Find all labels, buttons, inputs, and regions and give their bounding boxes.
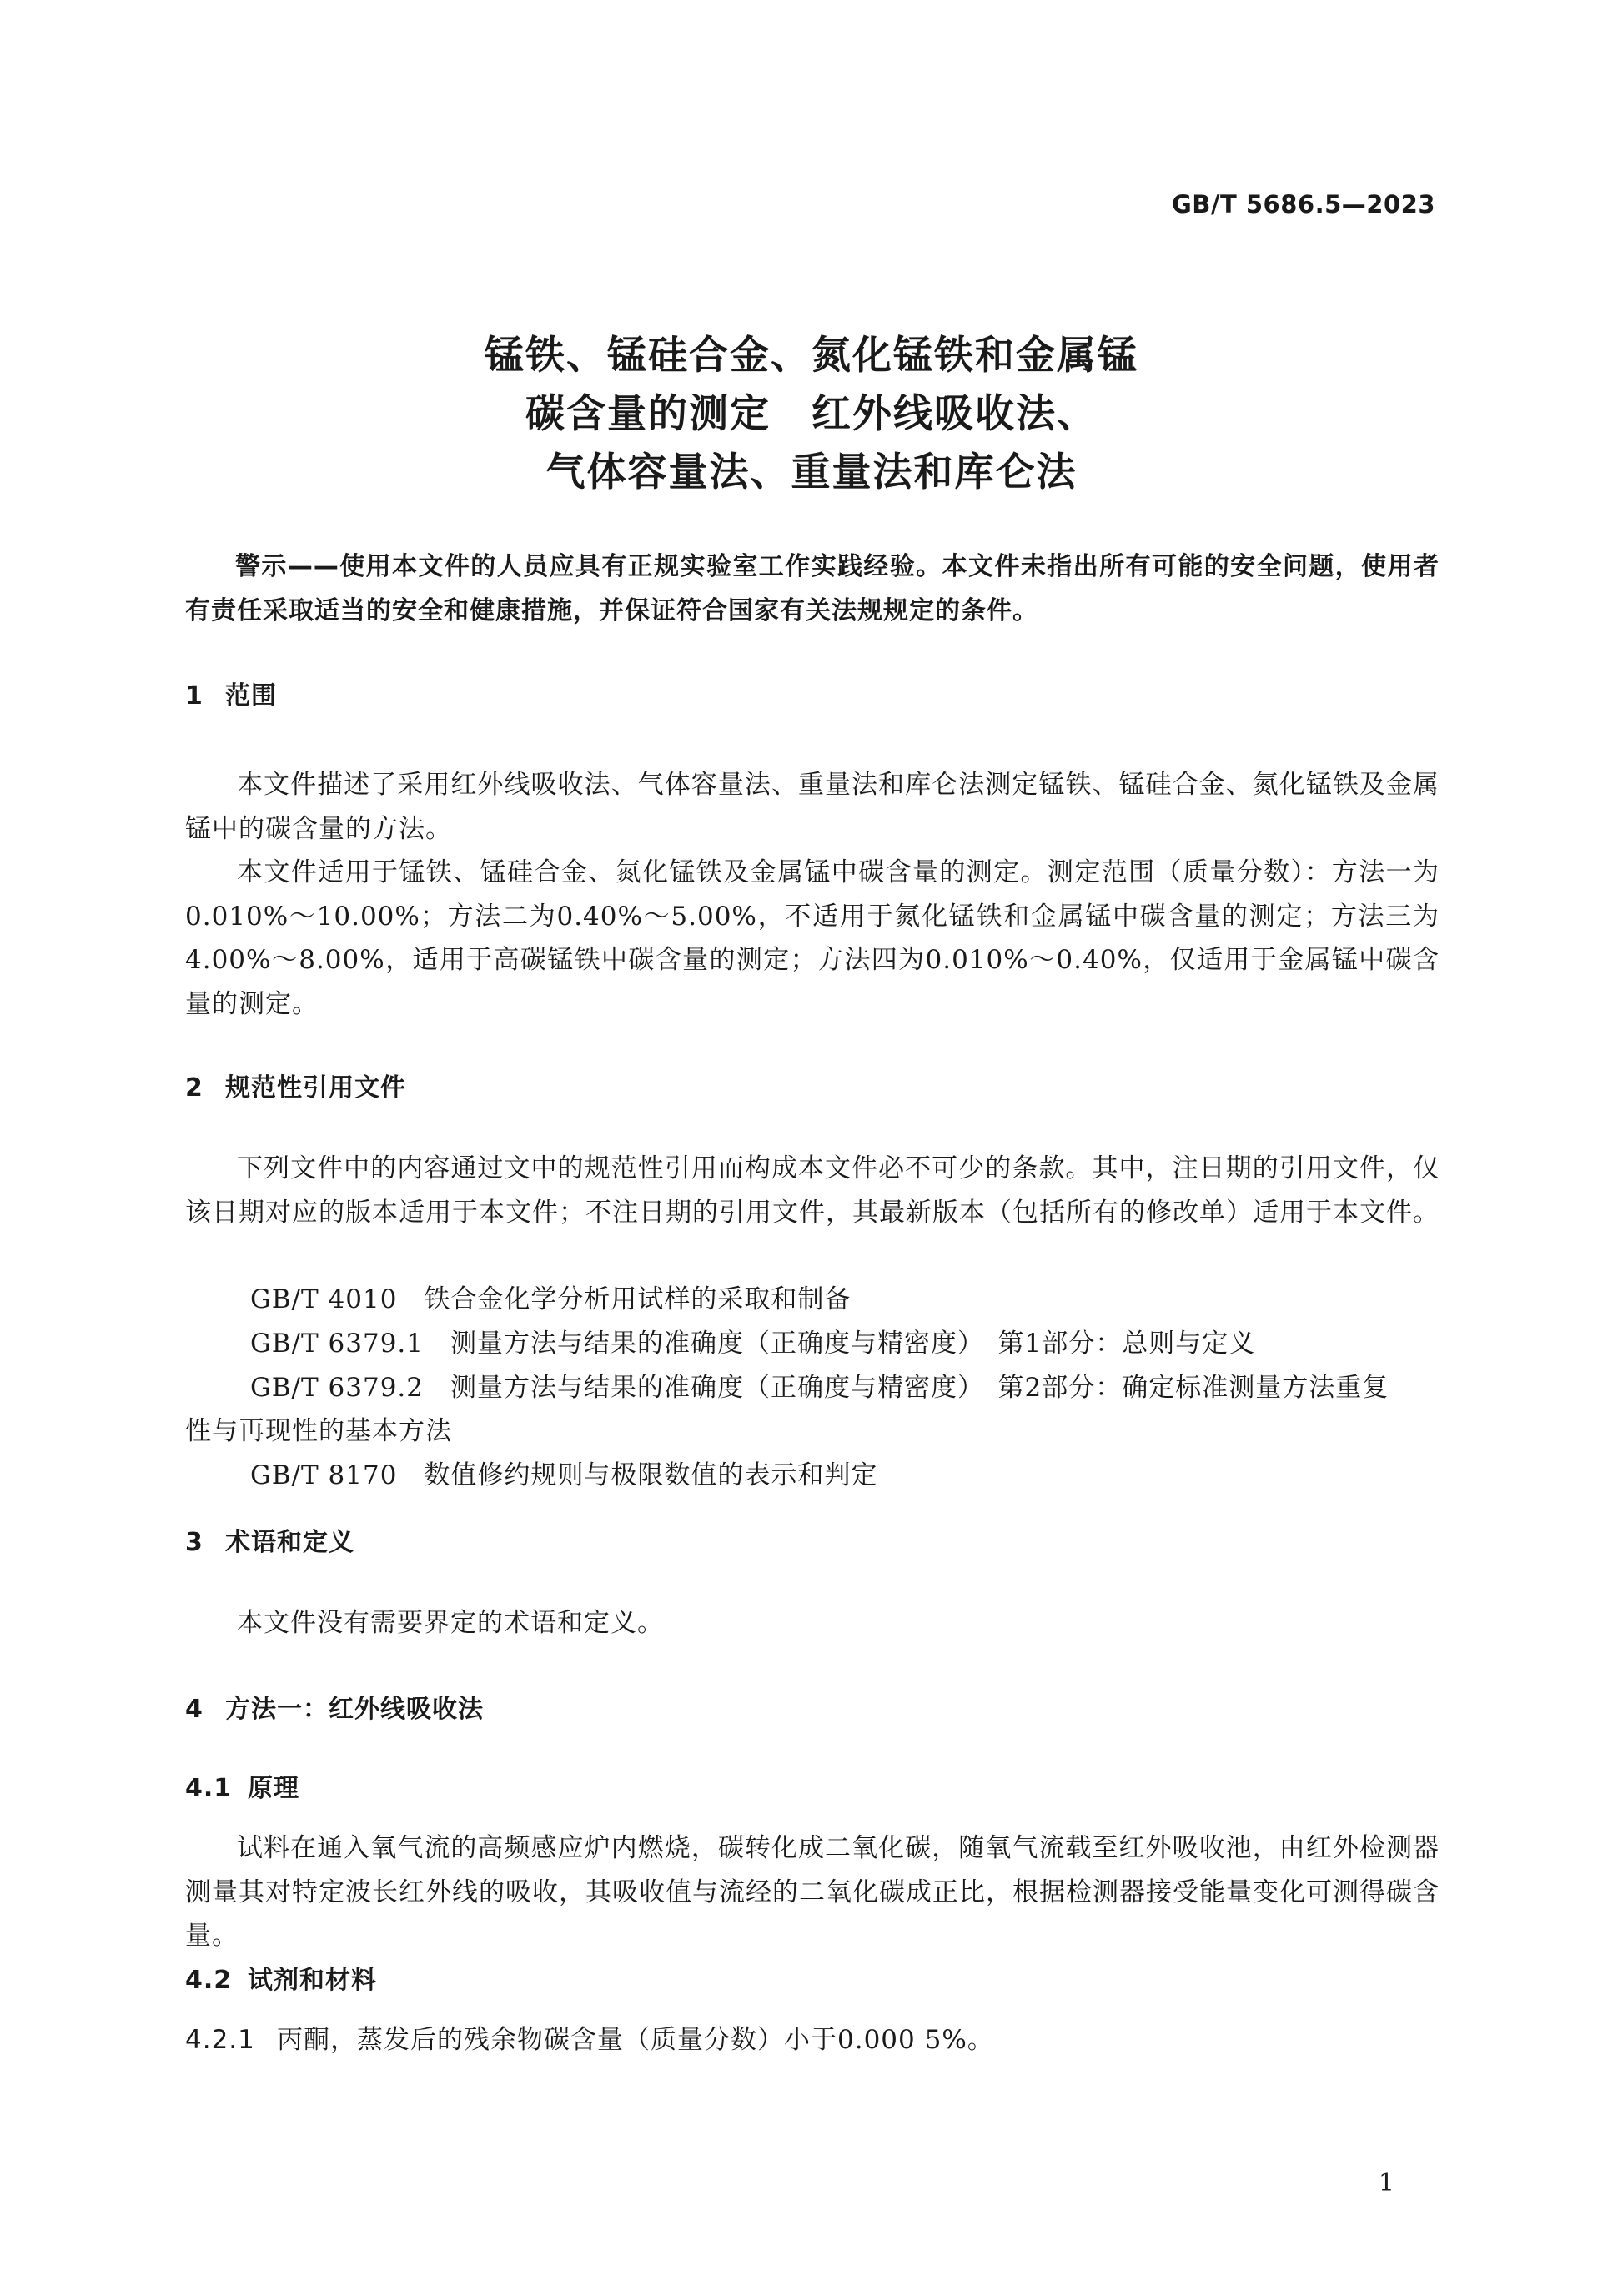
reference-item: [250, 1454, 877, 1498]
section-number: 4.2: [185, 1966, 233, 1995]
title-line-2: 碳含量的测定 红外线吸收法、: [525, 391, 1098, 437]
reference-item: [250, 1322, 1255, 1366]
section-4-1-heading: [185, 1772, 299, 1806]
scope-paragraph-2: 本文件适用于锰铁、锰硅合金、氮化锰铁及金属锰中碳含量的测定。测定范围（质量分数）：方法一为0.010%～10.00%；方法二为0.40%～5.00%，不适用于氮化锰铁和金属锰中碳含量的测定；方法三为4.00%～8.00%，适用于高碳锰铁中碳含量的测定；方法四为0.010%～0.40%，仅适用于金属锰中碳含量的测定。: [185, 857, 1440, 1019]
section-2-heading: [185, 1072, 406, 1105]
clause-text: 丙酮，蒸发后的残余物碳含量（质量分数）小于0.000 5%。: [277, 2025, 994, 2055]
reference-code: GB/T 4010: [250, 1284, 398, 1314]
normative-references-paragraph: 下列文件中的内容通过文中的规范性引用而构成本文件必不可少的条款。其中，注日期的引用文件，仅该日期对应的版本适用于本文件；不注日期的引用文件，其最新版本（包括所有的修改单）适用于本文件。: [185, 1153, 1440, 1228]
section-title: 试剂和材料: [248, 1966, 377, 1995]
reference-title: 铁合金化学分析用试样的采取和制备: [424, 1284, 852, 1314]
section-title: 原理: [248, 1774, 299, 1803]
section-title: 规范性引用文件: [225, 1073, 406, 1103]
section-4-2-heading: [185, 1964, 377, 1997]
section-number: 4: [185, 1695, 204, 1724]
section-number: 2: [185, 1073, 204, 1103]
section-title: 方法一：红外线吸收法: [225, 1695, 484, 1724]
reference-title: 测量方法与结果的准确度（正确度与精密度） 第1部分：总则与定义: [450, 1329, 1256, 1359]
section-4-heading: [185, 1693, 484, 1726]
scope-paragraph-1: 本文件描述了采用红外线吸收法、气体容量法、重量法和库仑法测定锰铁、锰硅合金、氮化锰铁及金属锰中的碳含量的方法。: [185, 770, 1440, 844]
reference-title: 数值修约规则与极限数值的表示和判定: [424, 1460, 878, 1490]
page-number: 1: [1378, 2168, 1394, 2198]
reference-code: GB/T 8170: [250, 1460, 398, 1490]
warning-paragraph: 警示——使用本文件的人员应具有正规实验室工作实践经验。本文件未指出所有可能的安全问题，使用者有责任采取适当的安全和健康措施，并保证符合国家有关法规规定的条件。: [185, 552, 1440, 625]
reference-item-continuation: 性与再现性的基本方法: [185, 1416, 452, 1446]
section-3-heading: [185, 1526, 354, 1560]
document-title: [0, 327, 1623, 502]
reference-title: 测量方法与结果的准确度（正确度与精密度） 第2部分：确定标准测量方法重复: [450, 1373, 1389, 1403]
section-1-heading: [185, 680, 277, 713]
clause-number: 4.2.1: [185, 2025, 255, 2055]
section-number: 1: [185, 681, 204, 711]
reference-code: GB/T 6379.1: [250, 1329, 424, 1359]
standard-code: GB/T 5686.5—2023: [1172, 190, 1435, 219]
title-line-1: 锰铁、锰硅合金、氮化锰铁和金属锰: [485, 333, 1138, 379]
reference-item: [250, 1366, 1389, 1410]
reference-code: GB/T 6379.2: [250, 1373, 424, 1403]
clause-4-2-1: [185, 2018, 994, 2062]
section-number: 4.1: [185, 1774, 233, 1803]
reference-item: [250, 1278, 851, 1322]
section-title: 术语和定义: [225, 1528, 354, 1557]
terms-paragraph: 本文件没有需要界定的术语和定义。: [237, 1608, 664, 1638]
title-line-3: 气体容量法、重量法和库仑法: [545, 450, 1078, 495]
principle-paragraph: 试料在通入氧气流的高频感应炉内燃烧，碳转化成二氧化碳，随氧气流载至红外吸收池，由红外检测器测量其对特定波长红外线的吸收，其吸收值与流经的二氧化碳成正比，根据检测器接受能量变化可测得碳含量。: [185, 1833, 1440, 1951]
section-number: 3: [185, 1528, 204, 1557]
section-title: 范围: [225, 681, 277, 711]
